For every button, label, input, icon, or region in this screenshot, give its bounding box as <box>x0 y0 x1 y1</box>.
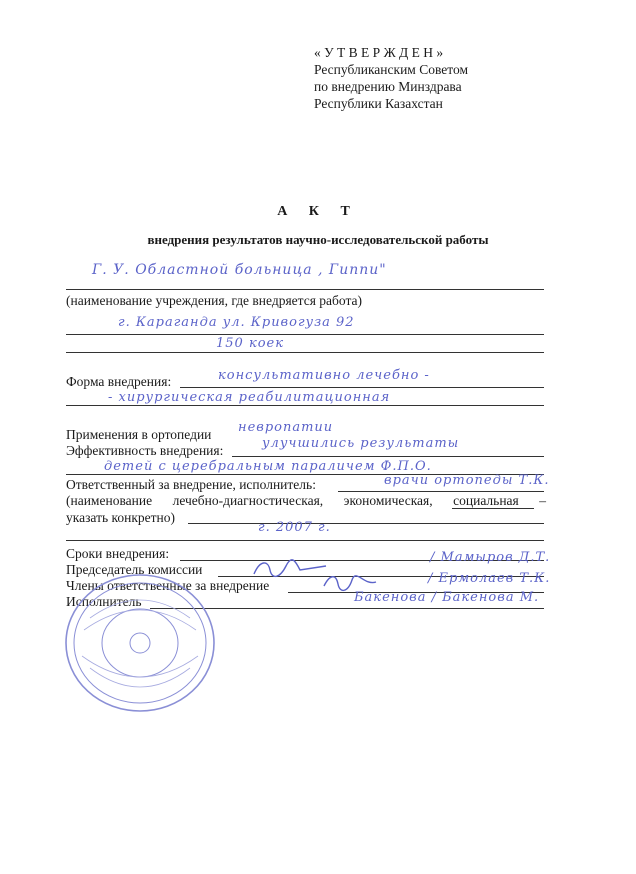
approval-line-council: Республиканским Советом <box>314 62 469 77</box>
effectiveness-handwritten-2: детей с церебральным параличем Ф.П.О. <box>104 459 432 474</box>
institution-handwritten: Г. У. Областной больница , Гиппи" <box>92 262 387 278</box>
form-line-1 <box>180 387 544 388</box>
institution-caption: (наименование учреждения, где внедряется работа) <box>66 293 363 308</box>
address-line-1 <box>66 334 544 335</box>
members-name-handwritten: / Ермолаев Т.К. <box>428 571 551 586</box>
form-handwritten-2: - хирургическая реабилитационная <box>108 390 391 405</box>
executor-label: Исполнитель <box>66 594 142 609</box>
effectiveness-line-1 <box>232 456 544 457</box>
responsible-line-2 <box>188 523 544 524</box>
responsible-caption-2: указать конкретно) <box>66 510 176 525</box>
responsible-caption-1: (наименование лечебно-диагностическая, экономическая, социальная – <box>66 493 546 508</box>
official-seal <box>62 570 218 716</box>
members-label: Члены ответственные за внедрение <box>66 578 270 593</box>
address-line-2 <box>66 352 544 353</box>
executor-name-handwritten: Бакенова / Бакенова М. <box>354 590 540 605</box>
approval-line-ministry: по внедрению Минздрава <box>314 79 462 94</box>
approval-heading: « У Т В Е Р Ж Д Е Н » <box>314 45 444 60</box>
application-handwritten: невропатии <box>238 420 334 435</box>
address-handwritten-2: 150 коек <box>216 336 284 351</box>
document-title: А К Т <box>277 204 359 219</box>
responsible-line <box>338 491 544 492</box>
form-label: Форма внедрения: <box>66 374 172 389</box>
approval-stamp-block <box>314 44 468 112</box>
members-signature <box>320 572 380 596</box>
effectiveness-handwritten-1: улучшились результаты <box>262 436 460 451</box>
form-line-2 <box>66 405 544 406</box>
responsible-line-3 <box>66 540 544 541</box>
chairman-label: Председатель комиссии <box>66 562 203 577</box>
application-label: Применения в ортопедии <box>66 427 212 442</box>
institution-line <box>66 289 544 290</box>
chairman-name-handwritten: / Мамыров Д.Т. <box>430 550 551 565</box>
approval-line-republic: Республики Казахстан <box>314 96 443 111</box>
chairman-signature <box>250 556 330 582</box>
responsible-label: Ответственный за внедрение, исполнитель: <box>66 477 316 492</box>
responsible-handwritten: врачи ортопеды Т.К. <box>384 473 550 488</box>
document-subtitle: внедрения результатов научно-исследовательской работы <box>147 232 489 247</box>
form-handwritten-1: консультативно лечебно - <box>218 368 430 383</box>
effectiveness-label: Эффективность внедрения: <box>66 443 224 458</box>
responsible-handwritten-date: г. 2007 г. <box>258 520 331 535</box>
address-handwritten-1: г. Караганда ул. Кривогуза 92 <box>118 315 355 330</box>
responsible-caption-line <box>452 508 534 509</box>
deadlines-label: Сроки внедрения: <box>66 546 170 561</box>
